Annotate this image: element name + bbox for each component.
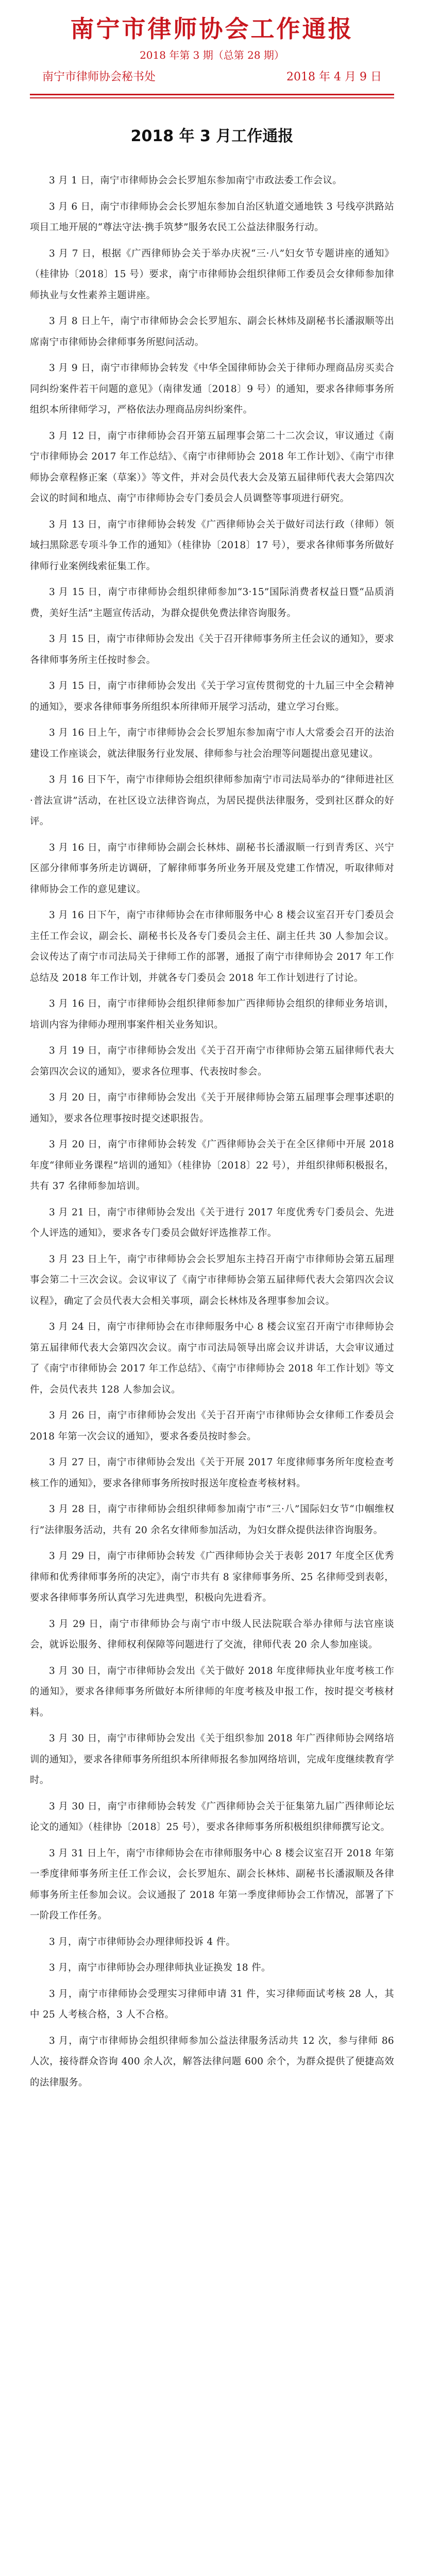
- body-paragraph: 3 月 16 日下午，南宁市律师协会在市律师服务中心 8 楼会议室召开专门委员会主任工作会议，副会长、副秘书长及各专门委员会主任、副主任共 30 人参加会议。会议传达了南宁市司法局关于律师工作的部署，通报了南宁市律师协会 2017 年工作总结及 2018 年工作计划，并就各专门委员会 2018 年工作计划进行了讨论。: [30, 910, 394, 984]
- body-paragraph: 3 月 9 日，南宁市律师协会转发《中华全国律师协会关于律师办理商品房买卖合同纠纷案件若干问题的意见》（南律发通〔2018〕9 号）的通知，要求各律师事务所组织本所律师学习，严格依法办理商品房纠纷案件。: [30, 363, 394, 415]
- body-paragraph: 3 月，南宁市律师协会受理实习律师申请 31 件，实习律师面试考核 28 人，其中 25 人考核合格，3 人不合格。: [30, 1988, 394, 2020]
- body-paragraph: 3 月 6 日，南宁市律师协会会长罗旭东参加自治区轨道交通地铁 3 号线亭洪路站项目工地开展的“尊法守法·携手筑梦”服务农民工公益法律服务行动。: [30, 201, 394, 233]
- document-title: 2018 年 3 月工作通报: [130, 127, 294, 145]
- body-paragraph: 3 月 8 日上午，南宁市律师协会会长罗旭东、副会长林炜及副秘书长潘淑顺等出席南宁市律师协会律师事务所慰问活动。: [30, 316, 394, 348]
- body-paragraph: 3 月 30 日，南宁市律师协会发出《关于组织参加 2018 年广西律师协会网络培训的通知》，要求各律师事务所组织本所律师报名参加网络培训，完成年度继续教育学时。: [30, 1733, 394, 1786]
- body-paragraph: 3 月 13 日，南宁市律师协会转发《广西律师协会关于做好司法行政（律师）领域扫黑除恶专项斗争工作的通知》（桂律协〔2018〕17 号），要求各律师事务所做好律师行业案例线索征集工作。: [30, 519, 394, 572]
- body-paragraph: 3 月 24 日，南宁市律师协会在市律师服务中心 8 楼会议室召开南宁市律师协会第五届律师代表大会第四次会议。南宁市司法局领导出席会议并讲话，大会审议通过了《南宁市律师协会 2017 年工作总结》、《南宁市律师协会 2018 年工作计划》等文件，会员代表共 128 人参加会议。: [30, 1321, 394, 1395]
- body-paragraph: 3 月 27 日，南宁市律师协会发出《关于开展 2017 年度律师事务所年度检查考核工作的通知》，要求各律师事务所按时报送年度检查考核材料。: [30, 1457, 394, 1489]
- document-body: [30, 171, 394, 2093]
- body-paragraph: 3 月 23 日上午，南宁市律师协会会长罗旭东主持召开南宁市律师协会第五届理事会第二十三次会议。会议审议了《南宁市律师协会第五届律师代表大会第四次会议议程》，确定了会员代表大会相关事项，副会长林炜及各理事参加会议。: [30, 1253, 394, 1307]
- body-paragraph: 3 月 16 日下午，南宁市律师协会组织律师参加南宁市司法局举办的“律师进社区·普法宣讲”活动，在社区设立法律咨询点，为居民提供法律服务，受到社区群众的好评。: [30, 774, 394, 827]
- body-paragraph: 3 月 16 日上午，南宁市律师协会会长罗旭东参加南宁市人大常委会召开的法治建设工作座谈会，就法律服务行业发展、律师参与社会治理等问题提出意见建议。: [30, 727, 394, 759]
- body-paragraph: 3 月 12 日，南宁市律师协会召开第五届理事会第二十二次会议，审议通过《南宁市律师协会 2017 年工作总结》、《南宁市律师协会 2018 年工作计划》、《南宁市律师协会章程修正案（草案）》等文件，并对会员代表大会及第五届律师代表大会第四次会议的时间和地点、南宁市律师协会专门委员会人员调整等事项进行研究。: [30, 430, 394, 504]
- body-paragraph: 3 月 28 日，南宁市律师协会组织律师参加南宁市“三·八”国际妇女节“巾帼维权行”法律服务活动，共有 20 余名女律师参加活动，为妇女群众提供法律咨询服务。: [30, 1504, 394, 1536]
- body-paragraph: 3 月 30 日，南宁市律师协会发出《关于做好 2018 年度律师执业年度考核工作的通知》，要求各律师事务所做好本所律师的年度考核及申报工作，按时提交考核材料。: [30, 1665, 394, 1718]
- red-divider: [30, 94, 394, 95]
- masthead: [30, 0, 394, 64]
- body-paragraph: 3 月 15 日，南宁市律师协会发出《关于学习宣传贯彻党的十九届三中全会精神的通知》，要求各律师事务所组织本所律师开展学习活动，建立学习台账。: [30, 681, 394, 713]
- body-paragraph: 3 月，南宁市律师协会组织律师参加公益法律服务活动共 12 次，参与律师 86 人次，接待群众咨询 400 余人次，解答法律问题 600 余个，为群众提供了便捷高效的法律服务。: [30, 2035, 394, 2088]
- body-paragraph: 3 月 15 日，南宁市律师协会组织律师参加“3·15”国际消费者权益日暨“品质消费，美好生活”主题宣传活动，为群众提供免费法律咨询服务。: [30, 587, 394, 619]
- publish-date: 2018 年 4 月 9 日: [286, 71, 382, 83]
- body-paragraph: 3 月 20 日，南宁市律师协会发出《关于开展律师协会第五届理事会理事述职的通知》，要求各位理事按时提交述职报告。: [30, 1092, 394, 1124]
- body-paragraph: 3 月 19 日，南宁市律师协会发出《关于召开南宁市律师协会第五届律师代表大会第四次会议的通知》，要求各位理事、代表按时参会。: [30, 1045, 394, 1077]
- body-paragraph: 3 月 1 日，南宁市律师协会会长罗旭东参加南宁市政法委工作会议。: [49, 175, 343, 186]
- body-paragraph: 3 月 16 日，南宁市律师协会组织律师参加广西律师协会组织的律师业务培训，培训内容为律师办理刑事案件相关业务知识。: [30, 998, 394, 1030]
- issue-number: 2018 年第 3 期（总第 28 期）: [140, 49, 284, 61]
- body-paragraph: 3 月 30 日，南宁市律师协会转发《广西律师协会关于征集第九届广西律师论坛论文的通知》（桂律协〔2018〕25 号），要求各律师事务所积极组织律师撰写论文。: [30, 1801, 394, 1833]
- publisher: 南宁市律师协会秘书处: [42, 71, 156, 83]
- masthead-title: 南宁市律师协会工作通报: [70, 15, 354, 43]
- body-paragraph: 3 月 16 日，南宁市律师协会副会长林炜、副秘书长潘淑顺一行到青秀区、兴宁区部分律师事务所走访调研，了解律师事务所业务开展及党建工作情况，听取律师对律师协会工作的意见建议。: [30, 842, 394, 895]
- body-paragraph: 3 月 29 日，南宁市律师协会与南宁市中级人民法院联合举办律师与法官座谈会，就诉讼服务、律师权利保障等问题进行了交流，律师代表 20 余人参加座谈。: [30, 1618, 394, 1650]
- red-divider-thin: [30, 97, 394, 98]
- body-paragraph: 3 月，南宁市律师协会办理律师执业证换发 18 件。: [49, 1962, 271, 1973]
- body-paragraph: 3 月 15 日，南宁市律师协会发出《关于召开律师事务所主任会议的通知》，要求各律师事务所主任按时参会。: [30, 634, 394, 666]
- body-paragraph: 3 月，南宁市律师协会办理律师投诉 4 件。: [49, 1936, 236, 1947]
- publisher-row: [30, 64, 394, 89]
- body-paragraph: 3 月 20 日，南宁市律师协会转发《广西律师协会关于在全区律师中开展 2018 年度“律师业务课程”培训的通知》（桂律协〔2018〕22 号），并组织律师积极报名，共有 37 名律师参加培训。: [30, 1139, 394, 1192]
- body-paragraph: 3 月 29 日，南宁市律师协会转发《广西律师协会关于表彰 2017 年度全区优秀律师和优秀律师事务所的决定》，南宁市共有 8 家律师事务所、25 名律师受到表彰，要求各律师事务所认真学习先进典型，积极向先进看齐。: [30, 1551, 394, 1603]
- body-paragraph: 3 月 7 日，根据《广西律师协会关于举办庆祝“三·八”妇女节专题讲座的通知》（桂律协〔2018〕15 号）要求，南宁市律师协会组织律师工作委员会女律师参加律师执业与女性素养主题讲座。: [30, 248, 394, 301]
- body-paragraph: 3 月 21 日，南宁市律师协会发出《关于进行 2017 年度优秀专门委员会、先进个人评选的通知》，要求各专门委员会做好评选推荐工作。: [30, 1207, 394, 1239]
- body-paragraph: 3 月 31 日上午，南宁市律师协会在市律师服务中心 8 楼会议室召开 2018 年第一季度律师事务所主任工作会议，会长罗旭东、副会长林炜、副秘书长潘淑顺及各律师事务所主任参加会议。会议通报了 2018 年第一季度律师协会工作情况，部署了下一阶段工作任务。: [30, 1848, 394, 1921]
- body-paragraph: 3 月 26 日，南宁市律师协会发出《关于召开南宁市律师协会女律师工作委员会 2018 年第一次会议的通知》，要求各委员按时参会。: [30, 1410, 394, 1442]
